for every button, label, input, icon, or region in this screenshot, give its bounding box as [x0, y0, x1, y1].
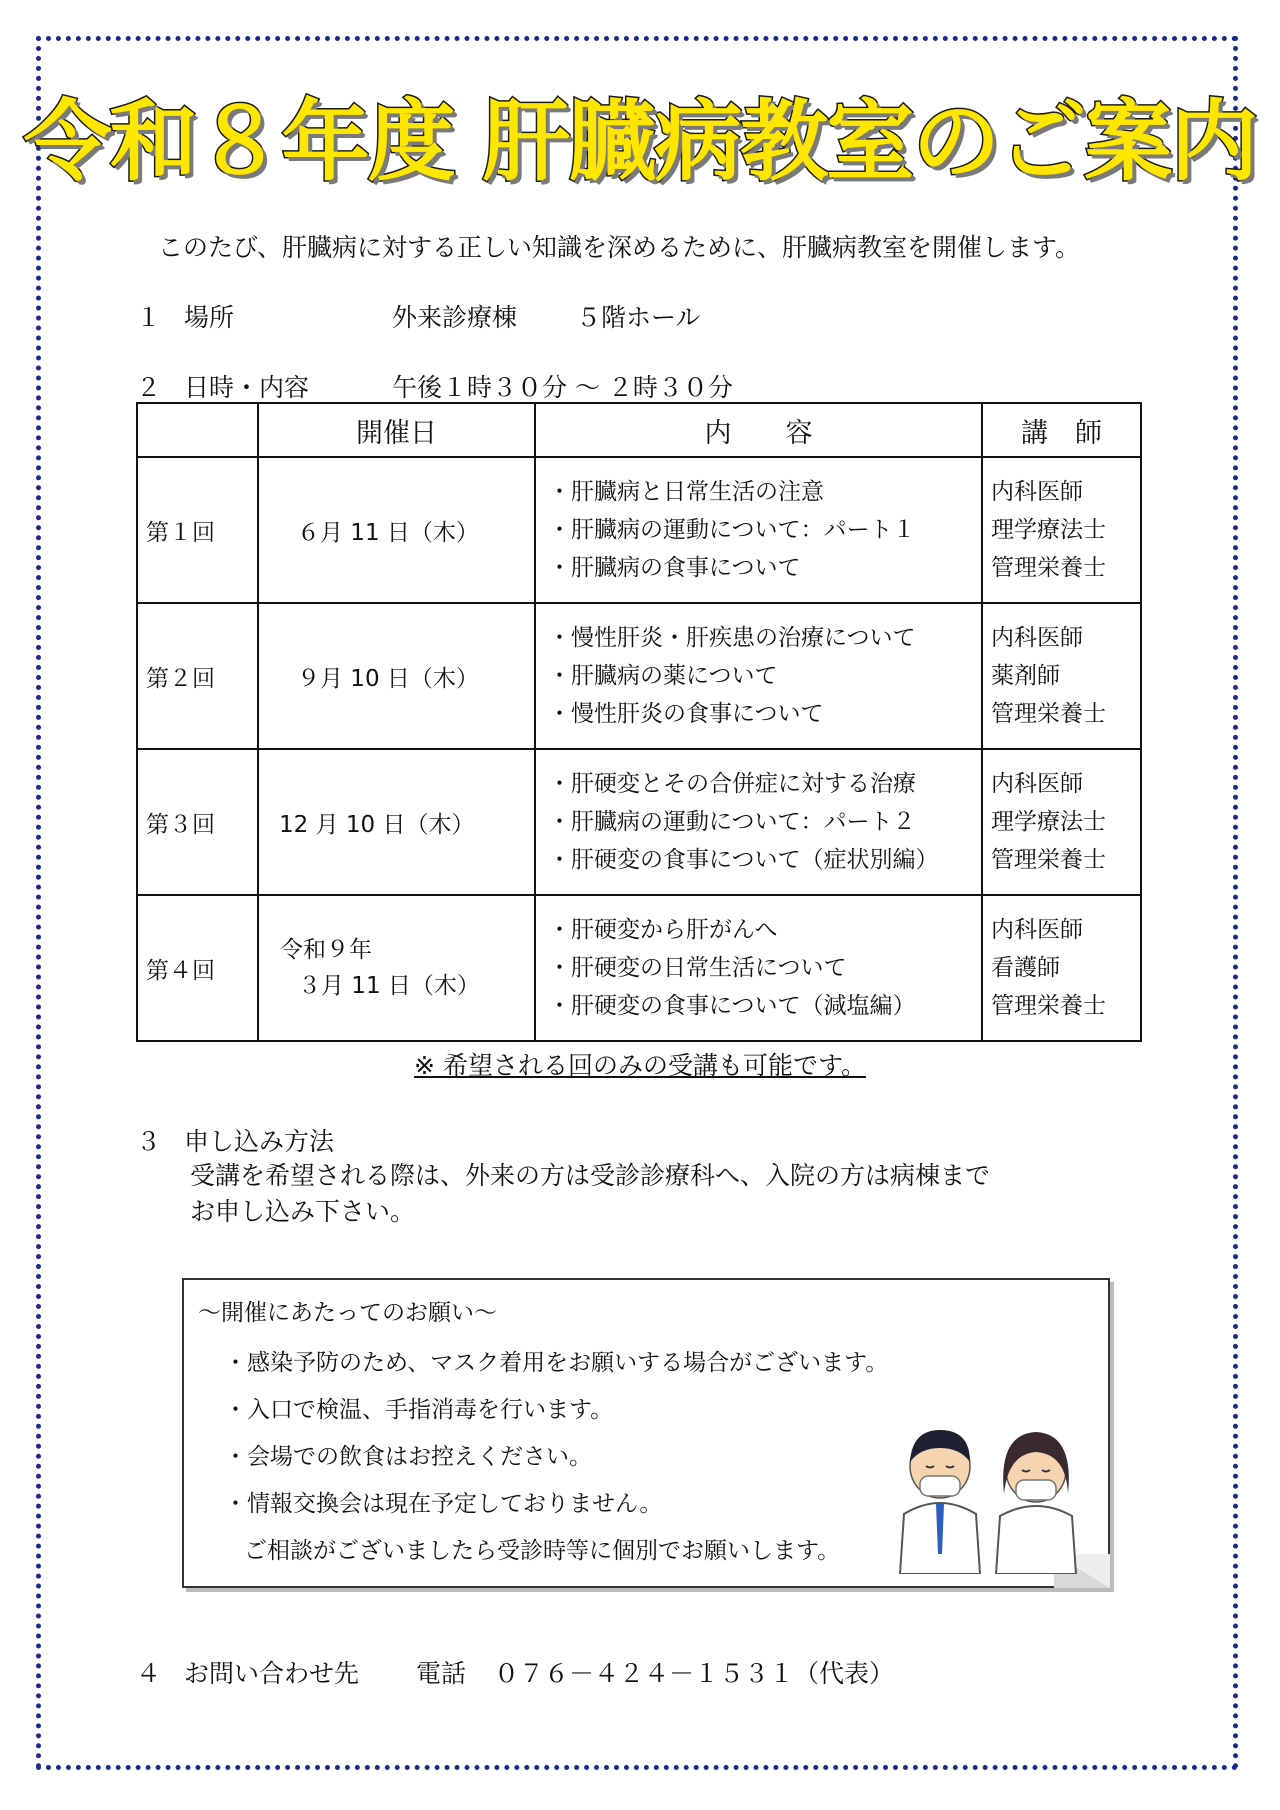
date-year: 令和９年	[280, 937, 372, 963]
section-label: 申し込み方法	[184, 1127, 335, 1156]
section-number: １	[136, 303, 162, 332]
lecturer-item: 管理栄養士	[991, 993, 1106, 1019]
schedule-table	[136, 402, 1142, 1042]
topic-item: ・肝臓病の食事について	[548, 555, 801, 581]
notice-item: ・感染予防のため、マスク着用をお願いする場合がございます。	[224, 1350, 889, 1376]
lecturers-cell	[982, 749, 1141, 895]
intro-text: このたび、肝臓病に対する正しい知識を深めるために、肝臓病教室を開催します。	[158, 233, 1081, 262]
notice-continuation: ご相談がございましたら受診時等に個別でお願いします。	[244, 1538, 841, 1564]
male-doctor-icon	[900, 1430, 980, 1574]
lecturer-item: 管理栄養士	[991, 701, 1106, 727]
lecturer-item: 管理栄養士	[991, 847, 1106, 873]
time-range: 午後１時３０分 ～ ２時３０分	[392, 373, 733, 402]
date-text: ９月 10 日（木）	[297, 665, 479, 692]
date-text: 12 月 10 日（木）	[279, 811, 475, 838]
topic-item: ・肝硬変とその合併症に対する治療	[548, 771, 916, 797]
section-number: ３	[136, 1127, 162, 1156]
application-line: お申し込み下さい。	[190, 1197, 416, 1226]
header-cell: 講 師	[982, 403, 1141, 457]
application-text	[190, 1158, 990, 1230]
note-text: ※ 希望される回のみの受講も可能です。	[414, 1051, 866, 1080]
lecturer-item: 看護師	[991, 955, 1060, 981]
lecturer-item: 内科医師	[991, 771, 1083, 797]
lecturer-item: 管理栄養士	[991, 555, 1106, 581]
table-row	[137, 895, 1141, 1041]
notice-item: ・情報交換会は現在予定しておりません。	[224, 1491, 663, 1517]
lecturer-item: 内科医師	[991, 479, 1083, 505]
page-title: 令和８年度 肝臓病教室のご案内	[23, 90, 1257, 193]
lecturers-cell	[982, 603, 1141, 749]
topic-item: ・肝臓病の運動について：パート２	[548, 809, 916, 835]
partial-attendance-note	[0, 1046, 1280, 1082]
notice-item: ・入口で検温、手指消毒を行います。	[224, 1397, 614, 1423]
date-cell	[258, 895, 535, 1041]
topic-item: ・肝硬変から肝がんへ	[548, 917, 778, 943]
session-cell: 第４回	[137, 895, 258, 1041]
section-label: 日時・内容	[184, 373, 310, 402]
table-header-row	[137, 403, 1141, 457]
topics-cell	[535, 895, 982, 1041]
location-building: 外来診療棟	[392, 303, 518, 332]
session-cell: 第３回	[137, 749, 258, 895]
header-cell	[137, 403, 258, 457]
phone-number: ０７６－４２４－１５３１（代表）	[494, 1659, 895, 1688]
table-row	[137, 603, 1141, 749]
lecturer-item: 薬剤師	[991, 663, 1060, 689]
topic-item: ・肝硬変の日常生活について	[548, 955, 847, 981]
application-line: 受講を希望される際は、外来の方は受診診療科へ、入院の方は病棟まで	[190, 1161, 991, 1190]
phone-label: 電話	[416, 1659, 467, 1688]
date-text: ６月 11 日（木）	[297, 519, 479, 546]
bowing-doctors-illustration	[890, 1404, 1090, 1574]
topics-cell	[535, 457, 982, 603]
section-label: 場所	[184, 303, 235, 332]
lecturer-item: 理学療法士	[991, 517, 1106, 543]
topic-item: ・慢性肝炎の食事について	[548, 701, 824, 727]
header-cell: 内 容	[535, 403, 982, 457]
location-room: ５階ホール	[576, 303, 701, 332]
session-cell: 第２回	[137, 603, 258, 749]
lecturers-cell	[982, 457, 1141, 603]
female-doctor-icon	[996, 1432, 1076, 1574]
topic-item: ・慢性肝炎・肝疾患の治療について	[548, 625, 916, 651]
date-cell	[258, 457, 535, 603]
topic-item: ・肝硬変の食事について（減塩編）	[548, 993, 916, 1019]
lecturer-item: 理学療法士	[991, 809, 1106, 835]
lecturer-item: 内科医師	[991, 625, 1083, 651]
topic-item: ・肝臓病と日常生活の注意	[548, 479, 824, 505]
header-cell: 開催日	[258, 403, 535, 457]
session-cell: 第１回	[137, 457, 258, 603]
table-row	[137, 457, 1141, 603]
section-number: ２	[136, 373, 162, 402]
date-cell	[258, 749, 535, 895]
section-label: お問い合わせ先	[184, 1659, 360, 1688]
notice-list	[224, 1340, 888, 1575]
topics-cell	[535, 749, 982, 895]
date-cell	[258, 603, 535, 749]
topic-item: ・肝臓病の薬について	[548, 663, 778, 689]
lecturers-cell	[982, 895, 1141, 1041]
topic-item: ・肝硬変の食事について（症状別編）	[548, 847, 939, 873]
topics-cell	[535, 603, 982, 749]
notice-heading: ～開催にあたってのお願い～	[198, 1300, 497, 1326]
topic-item: ・肝臓病の運動について：パート１	[548, 517, 916, 543]
section-number: ４	[136, 1659, 162, 1688]
date-text: ３月 11 日（木）	[298, 973, 480, 999]
lecturer-item: 内科医師	[991, 917, 1083, 943]
notice-item: ・会場での飲食はお控えください。	[224, 1444, 592, 1470]
table-row	[137, 749, 1141, 895]
